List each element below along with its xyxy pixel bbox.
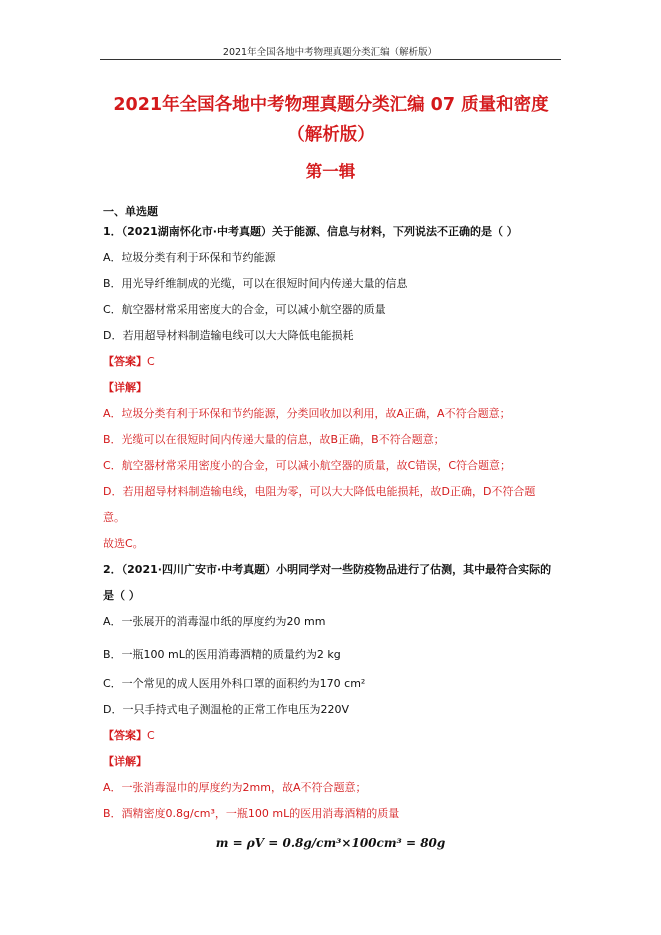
q2-answer-label: 【答案】 <box>103 729 147 742</box>
q2-answer <box>103 729 155 743</box>
q1-option-b: B．用光导纤维制成的光缆，可以在很短时间内传递大量的信息 <box>103 277 408 290</box>
q1-stem: 1．（2021湖南怀化市·中考真题）关于能源、信息与材料，下列说法不正确的是（ ） <box>103 225 518 238</box>
q2-stem-line1: 2．（2021·四川广安市·中考真题）小明同学对一些防疫物品进行了估测，其中最符合实际的 <box>103 563 552 576</box>
q1-detail-d-cont: 意。 <box>103 511 125 524</box>
q1-detail-label: 【详解】 <box>103 381 147 394</box>
q2-answer-value: C <box>147 729 155 742</box>
q1-answer-label: 【答案】 <box>103 355 147 368</box>
q1-detail-a: A．垃圾分类有利于环保和节约能源，分类回收加以利用，故A正确，A不符合题意； <box>103 407 511 420</box>
q2-detail-b: B．酒精密度0.8g/cm³，一瓶100 mL的医用消毒酒精的质量 <box>103 807 400 820</box>
q2-formula: m = ρV = 0.8g/cm³×100cm³ = 80g <box>215 836 446 850</box>
q1-answer <box>103 355 155 369</box>
q1-option-d: D．若用超导材料制造输电线可以大大降低电能损耗 <box>103 329 354 342</box>
q1-answer-value: C <box>147 355 155 368</box>
header-rule <box>100 59 561 60</box>
document-title: 2021年全国各地中考物理真题分类汇编 07 质量和密度（解析版） <box>113 95 549 145</box>
q2-detail-label: 【详解】 <box>103 755 147 768</box>
q2-option-b: B．一瓶100 mL的医用消毒酒精的质量约为2 kg <box>103 648 341 661</box>
q1-option-c: C．航空器材常采用密度大的合金，可以减小航空器的质量 <box>103 303 386 316</box>
q1-detail-c: C．航空器材常采用密度小的合金，可以减小航空器的质量，故C错误，C符合题意； <box>103 459 512 472</box>
section-heading: 一、单选题 <box>103 205 158 218</box>
q1-conclusion: 故选C。 <box>103 537 144 550</box>
q2-detail-a: A．一张消毒湿巾的厚度约为2mm，故A不符合题意； <box>103 781 367 794</box>
q2-option-c: C．一个常见的成人医用外科口罩的面积约为170 cm² <box>103 677 366 690</box>
document-subtitle: 第一辑 <box>305 162 356 181</box>
q1-detail-d: D．若用超导材料制造输电线，电阻为零，可以大大降低电能损耗，故D正确，D不符合题 <box>103 485 536 498</box>
q2-option-a: A．一张展开的消毒湿巾纸的厚度约为20 mm <box>103 615 326 628</box>
q2-option-d: D．一只手持式电子测温枪的正常工作电压为220V <box>103 703 349 716</box>
q1-option-a: A．垃圾分类有利于环保和节约能源 <box>103 251 276 264</box>
page-header: 2021年全国各地中考物理真题分类汇编（解析版） <box>222 47 438 58</box>
q1-detail-b: B．光缆可以在很短时间内传递大量的信息，故B正确，B不符合题意； <box>103 433 445 446</box>
q2-stem-line2: 是（ ） <box>103 589 140 602</box>
